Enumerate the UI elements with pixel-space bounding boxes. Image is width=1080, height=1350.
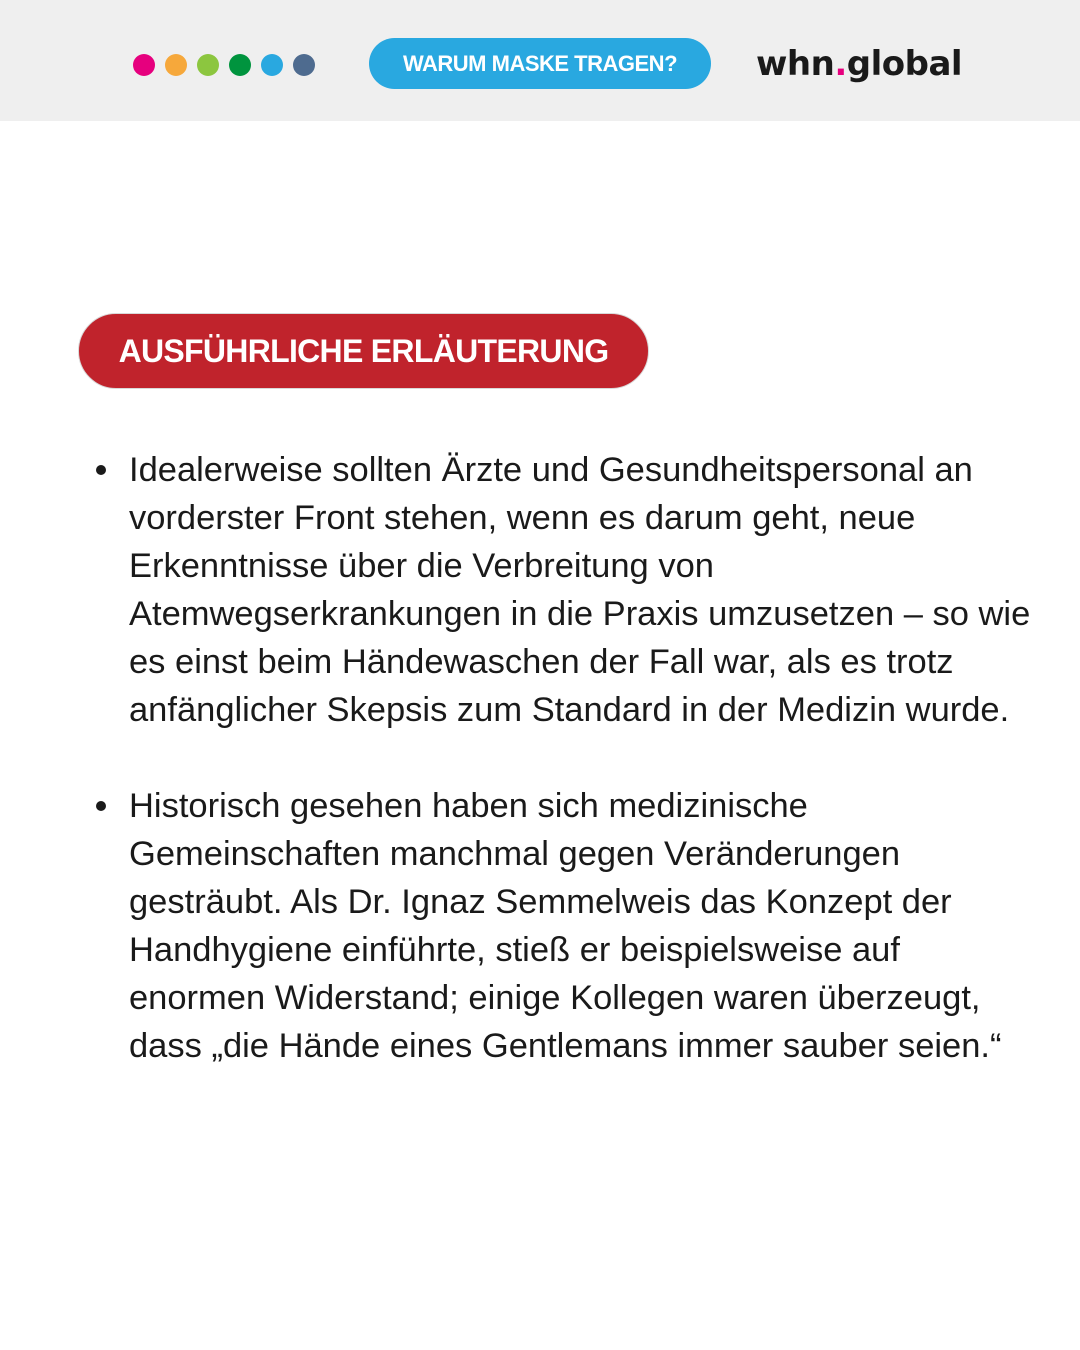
topic-pill xyxy=(369,38,711,89)
bullet-text: Idealerweise sollten Ärzte und Gesundheitspersonal an vorderster Front stehen, wenn es darum geht, neue Erkenntnisse über die Verbreitung von Atemwegserkrankungen in die Praxis umzusetzen – so wie es einst beim Händewaschen der Fall war, als es trotz anfänglicher Skepsis zum Standard in der Medizin wurde. xyxy=(129,451,1031,729)
bullet-list xyxy=(96,446,1036,1070)
topic-label: WARUM MASKE TRAGEN? xyxy=(402,50,678,76)
logo-text-whn: whn xyxy=(756,44,835,84)
bullet-item xyxy=(96,446,1036,734)
dot-blue xyxy=(261,54,283,76)
bullet-text: Historisch gesehen haben sich medizinische Gemeinschaften manchmal gegen Veränderungen gesträubt. Als Dr. Ignaz Semmelweis das Konzept der Handhygiene einführte, stieß er beispielsweise auf enormen Widerstand; einige Kollegen waren überzeugt, dass „die Hände eines Gentlemans immer sauber seien.“ xyxy=(129,787,1002,1065)
dot-lightgreen xyxy=(197,54,219,76)
dot-slate xyxy=(293,54,315,76)
bullet-dot-icon xyxy=(96,465,106,475)
progress-dots xyxy=(133,54,315,76)
bullet-item xyxy=(96,782,1036,1070)
logo-dot: . xyxy=(834,44,847,84)
logo xyxy=(756,38,962,90)
dot-magenta xyxy=(133,54,155,76)
section-badge xyxy=(78,313,649,389)
dot-orange xyxy=(165,54,187,76)
dot-green xyxy=(229,54,251,76)
section-badge-label: AUSFÜHRLICHE ERLÄUTERUNG xyxy=(118,332,609,369)
header-bar xyxy=(0,0,1080,121)
bullet-dot-icon xyxy=(96,801,106,811)
logo-text-global: global xyxy=(846,44,963,84)
